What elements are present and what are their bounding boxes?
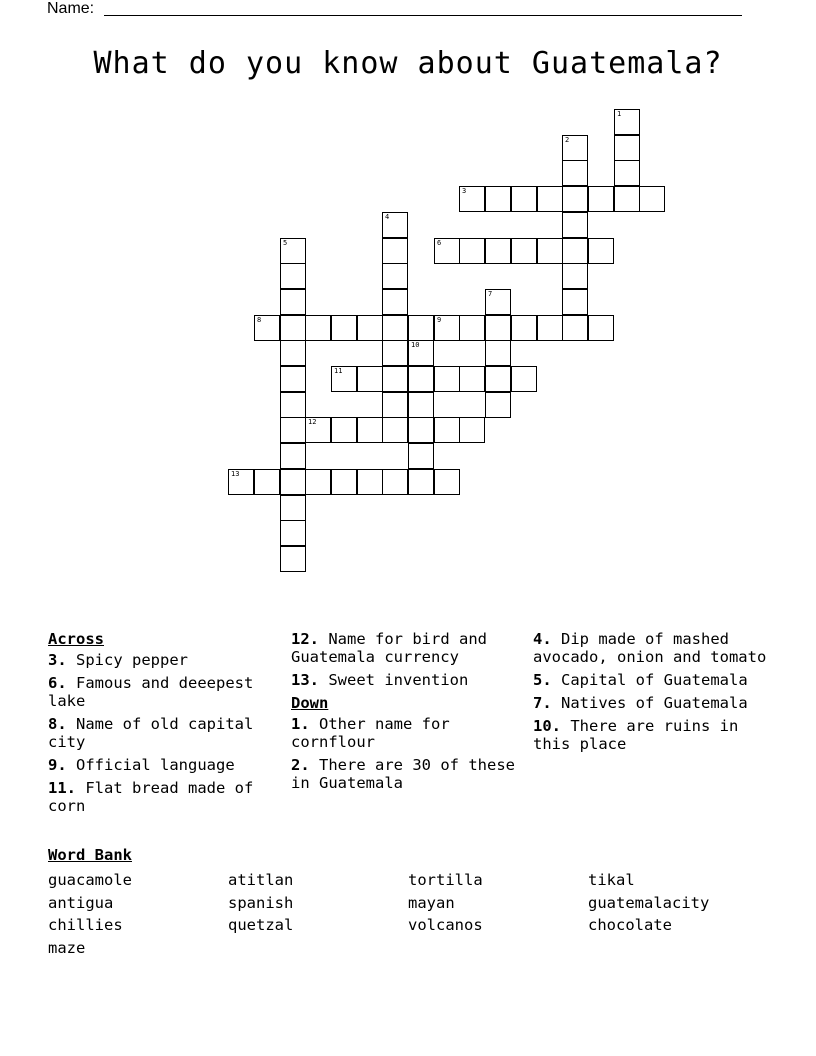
word-bank-item: atitlan bbox=[228, 871, 294, 889]
crossword-cell[interactable] bbox=[459, 315, 485, 341]
crossword-cell[interactable] bbox=[382, 238, 408, 264]
crossword-cell[interactable] bbox=[562, 315, 588, 341]
crossword-cell[interactable] bbox=[382, 289, 408, 315]
clue-number: 11 bbox=[334, 367, 343, 375]
crossword-cell[interactable] bbox=[485, 340, 511, 366]
crossword-cell[interactable] bbox=[485, 289, 511, 315]
crossword-cell[interactable] bbox=[280, 315, 306, 341]
word-bank-item: antigua bbox=[48, 893, 114, 912]
crossword-cell[interactable] bbox=[562, 212, 588, 238]
crossword-cell[interactable] bbox=[408, 469, 434, 495]
crossword-cell[interactable] bbox=[331, 469, 357, 495]
word-bank-item: chocolate bbox=[588, 916, 672, 934]
crossword-cell[interactable] bbox=[280, 417, 306, 443]
word-bank-item: tortilla bbox=[408, 871, 483, 889]
clue-down-7: 7. Natives of Guatemala bbox=[533, 694, 748, 712]
crossword-cell[interactable] bbox=[485, 238, 511, 264]
clue-number: 1 bbox=[617, 110, 622, 118]
crossword-cell[interactable] bbox=[511, 315, 537, 341]
clue-number: 9 bbox=[437, 316, 442, 324]
crossword-cell[interactable] bbox=[280, 289, 306, 315]
crossword-cell[interactable] bbox=[485, 392, 511, 418]
crossword-cell[interactable] bbox=[382, 469, 408, 495]
crossword-cell[interactable] bbox=[408, 443, 434, 469]
clue-number: 10 bbox=[411, 341, 420, 349]
clue-across-13: 13. Sweet invention bbox=[291, 671, 469, 689]
crossword-cell[interactable] bbox=[434, 238, 460, 264]
crossword-cell[interactable] bbox=[280, 392, 306, 418]
crossword-cell[interactable] bbox=[305, 469, 331, 495]
crossword-cell[interactable] bbox=[537, 315, 563, 341]
clue-number: 8 bbox=[257, 316, 262, 324]
crossword-cell[interactable] bbox=[382, 366, 408, 392]
crossword-cell[interactable] bbox=[382, 340, 408, 366]
crossword-cell[interactable] bbox=[588, 186, 614, 212]
crossword-cell[interactable] bbox=[331, 315, 357, 341]
crossword-cell[interactable] bbox=[434, 469, 460, 495]
crossword-cell[interactable] bbox=[357, 366, 383, 392]
crossword-cell[interactable] bbox=[639, 186, 665, 212]
clue-down-1: 1. Other name for cornflour bbox=[291, 715, 450, 751]
crossword-cell[interactable] bbox=[562, 263, 588, 289]
crossword-cell[interactable] bbox=[280, 520, 306, 546]
clues-column-3 bbox=[533, 630, 773, 758]
crossword-cell[interactable] bbox=[280, 366, 306, 392]
word-bank-item: mayan bbox=[408, 893, 455, 912]
word-bank-item: maze bbox=[48, 938, 86, 957]
crossword-cell[interactable] bbox=[382, 315, 408, 341]
crossword-cell[interactable] bbox=[511, 366, 537, 392]
crossword-cell[interactable] bbox=[434, 417, 460, 443]
crossword-cell[interactable] bbox=[434, 366, 460, 392]
crossword-cell[interactable] bbox=[485, 186, 511, 212]
clues-column-2 bbox=[291, 630, 526, 797]
crossword-cell[interactable] bbox=[280, 469, 306, 495]
clue-down-2: 2. There are 30 of these in Guatemala bbox=[291, 756, 515, 792]
clue-number: 12 bbox=[308, 418, 317, 426]
crossword-cell[interactable] bbox=[280, 443, 306, 469]
crossword-cell[interactable] bbox=[254, 315, 280, 341]
crossword-cell[interactable] bbox=[588, 238, 614, 264]
word-bank-item: volcanos bbox=[408, 916, 483, 934]
crossword-cell[interactable] bbox=[228, 469, 254, 495]
clue-across-6: 6. Famous and deeepest lake bbox=[48, 674, 254, 710]
word-bank-item: spanish bbox=[228, 893, 294, 912]
crossword-cell[interactable] bbox=[459, 238, 485, 264]
clue-across-11: 11. Flat bread made of corn bbox=[48, 779, 254, 815]
crossword-cell[interactable] bbox=[382, 392, 408, 418]
word-bank-item: tikal bbox=[588, 871, 635, 889]
crossword-cell[interactable] bbox=[305, 315, 331, 341]
crossword-cell[interactable] bbox=[254, 469, 280, 495]
crossword-cell[interactable] bbox=[408, 366, 434, 392]
clue-number: 4 bbox=[385, 213, 390, 221]
crossword-cell[interactable] bbox=[537, 238, 563, 264]
crossword-cell[interactable] bbox=[280, 263, 306, 289]
clue-down-4: 4. Dip made of mashed avocado, onion and tomato bbox=[533, 630, 767, 666]
crossword-cell[interactable] bbox=[357, 315, 383, 341]
page-title: What do you know about Guatemala? bbox=[93, 46, 723, 81]
crossword-cell[interactable] bbox=[408, 392, 434, 418]
crossword-cell[interactable] bbox=[614, 186, 640, 212]
clue-number: 5 bbox=[283, 239, 288, 247]
crossword-cell[interactable] bbox=[562, 160, 588, 186]
clue-number: 6 bbox=[437, 239, 442, 247]
crossword-cell[interactable] bbox=[511, 186, 537, 212]
crossword-cell[interactable] bbox=[331, 417, 357, 443]
crossword-cell[interactable] bbox=[408, 417, 434, 443]
crossword-cell[interactable] bbox=[459, 186, 485, 212]
crossword-cell[interactable] bbox=[434, 315, 460, 341]
crossword-cell[interactable] bbox=[485, 366, 511, 392]
crossword-cell[interactable] bbox=[280, 546, 306, 572]
down-heading: Down bbox=[291, 694, 329, 712]
crossword-cell[interactable] bbox=[382, 417, 408, 443]
crossword-cell[interactable] bbox=[511, 238, 537, 264]
clue-across-3: 3. Spicy pepper bbox=[48, 651, 188, 669]
clue-number: 7 bbox=[488, 290, 493, 298]
crossword-cell[interactable] bbox=[408, 340, 434, 366]
crossword-cell[interactable] bbox=[331, 366, 357, 392]
clue-number: 13 bbox=[231, 470, 240, 478]
crossword-cell[interactable] bbox=[614, 109, 640, 135]
crossword-cell[interactable] bbox=[459, 417, 485, 443]
clue-across-8: 8. Name of old capital city bbox=[48, 715, 254, 751]
crossword-cell[interactable] bbox=[280, 238, 306, 264]
crossword-cell[interactable] bbox=[382, 263, 408, 289]
crossword-cell[interactable] bbox=[614, 135, 640, 161]
word-bank-item: guacamole bbox=[48, 871, 132, 889]
across-heading: Across bbox=[48, 630, 104, 648]
clue-down-10: 10. There are ruins in this place bbox=[533, 717, 739, 753]
clue-number: 2 bbox=[565, 136, 570, 144]
word-bank-item: guatemalacity bbox=[588, 893, 710, 912]
crossword-cell[interactable] bbox=[562, 289, 588, 315]
crossword-cell[interactable] bbox=[537, 186, 563, 212]
word-bank bbox=[48, 869, 788, 959]
crossword-cell[interactable] bbox=[357, 417, 383, 443]
crossword-cell[interactable] bbox=[280, 340, 306, 366]
crossword-cell[interactable] bbox=[382, 212, 408, 238]
clues-column-1 bbox=[48, 630, 283, 820]
crossword-cell[interactable] bbox=[459, 366, 485, 392]
clue-down-5: 5. Capital of Guatemala bbox=[533, 671, 748, 689]
crossword-cell[interactable] bbox=[614, 160, 640, 186]
word-bank-item: quetzal bbox=[228, 916, 294, 934]
crossword-cell[interactable] bbox=[562, 238, 588, 264]
clue-across-12: 12. Name for bird and Guatemala currency bbox=[291, 630, 487, 666]
crossword-cell[interactable] bbox=[588, 315, 614, 341]
crossword-cell[interactable] bbox=[357, 469, 383, 495]
crossword-cell[interactable] bbox=[485, 315, 511, 341]
crossword-cell[interactable] bbox=[305, 417, 331, 443]
name-label: Name: bbox=[47, 0, 95, 17]
word-bank-item: chillies bbox=[48, 916, 123, 934]
crossword-cell[interactable] bbox=[562, 186, 588, 212]
crossword-cell[interactable] bbox=[280, 495, 306, 521]
crossword-cell[interactable] bbox=[562, 135, 588, 161]
clue-number: 3 bbox=[462, 187, 467, 195]
word-bank-heading: Word Bank bbox=[48, 846, 132, 864]
clue-across-9: 9. Official language bbox=[48, 756, 235, 774]
crossword-cell[interactable] bbox=[408, 315, 434, 341]
